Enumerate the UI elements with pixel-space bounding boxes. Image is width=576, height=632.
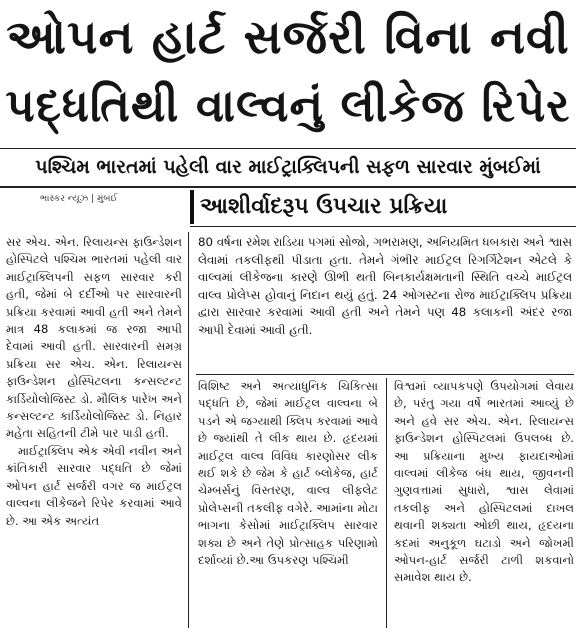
column-1-paragraph-2: માઈટ્રાક્લિપ એક એવી નવીન અને ક્રાંતિકારી સારવાર પદ્ધતિ છે જેમાં ઓપન હાર્ટ સર્જરી વગર જ માઈટ્રલ વાલ્વના લીકેજને રિપેર કરવામાં આવે છે. આ એક અત્યંત (6, 443, 182, 528)
byline: ભાસ્કર ન્યૂઝ | મુંબઈ (40, 194, 118, 204)
article-column-2: વિશિષ્ટ અને અત્યાધુનિક ચિકિત્સા પદ્ધતિ છે, જેમાં માઈટ્રલ વાલ્વના બે પડને એ જગ્યાથી ક્લિપ કરવામાં આવે છે જ્યાંથી તે લીક થાય છે. હૃદયમાં માઈટ્રલ વાલ્વ વિવિધ કારણોસર લીક થઈ શકે છે જેમ કે હાર્ટ બ્લોકેજ, હાર્ટ ચેમ્બર્સનું વિસ્તરણ, વાલ્વ લીફલેટ પ્રોલેપ્સની તકલીફ વગેરે. આમાંના મોટા ભાગના કેસોમાં માઈટ્રાક્લિપ સારવાર શક્ય છે અને તેણે પ્રોત્સાહક પરિણામો દર્શાવ્યાં છે.આ ઉપકરણ પશ્ચિમી (198, 379, 378, 568)
article-column-3: વિશ્વમાં વ્યાપકપણે ઉપયોગમાં લેવાય છે, પરંતુ ગયા વર્ષે ભારતમાં આવ્યું છે અને હવે સર એચ. એન. રિલાયન્સ ફાઉન્ડેશન હોસ્પિટલમાં ઉપલબ્ધ છે. આ પ્રક્રિયાના મુખ્ય ફાયદાઓમાં વાલ્વમાં લીકેજ બંધ થાય, જીવનની ગુણવત્તામાં સુધારો, શ્વાસ લેવામાં તકલીફ અને હોસ્પિટલમાં દાખલ થવાની શક્યતા ઓછી થાય, હૃદયના કદમાં અનુકૂળ ઘટાડો અને જોખમી ઓપન-હાર્ટ સર્જરી ટાળી શકવાનો સમાવેશ થાય છે. (394, 379, 574, 585)
headline-line-1: ઓપન હાર્ટ સર્જરી વિના નવી (6, 10, 570, 65)
column-divider-1 (188, 232, 189, 628)
section-heading: આશીર્વાદરૂપ ઉપચાર પ્રક્રિયા (200, 194, 448, 219)
intro-paragraph: 80 વર્ષના રમેશ રાડિયા પગમાં સોજો, ગભરામણ, અનિયમિત ધબકારા અને શ્વાસ લેવામાં તકલીફથી પીડાતા હતા. તેમને ગંભીર માઈટ્રલ રિગર્ગિટેશન એટલે કે વાલ્વમાં લીકેજના કારણે ઊભી થતી બિનકાર્યક્ષમતાની સ્થિતિ વચ્ચે માઈટ્રલ વાલ્વ પ્રોલેપ્સ હોવાનું નિદાન થયું હતું. 24 ઓગસ્ટના રોજ માઈટ્રાક્લિપ પ્રક્રિયા દ્વારા સારવાર કરવામાં આવી હતી અને તેમને પણ 48 કલાકની અંદર રજા આપી દેવામાં આવી હતી. (198, 235, 572, 337)
divider-sub (0, 186, 576, 188)
divider-intro (196, 374, 574, 375)
headline-line-2: પદ્ધતિથી વાલ્વનું લીકેજ રિપેર (5, 79, 571, 132)
divider-section (190, 226, 576, 227)
divider-top (0, 148, 576, 149)
subheadline: પશ્ચિમ ભારતમાં પહેલી વાર માઈટ્રાક્લિપની સફળ સારવાર મુંબઈમાં (35, 156, 541, 178)
article-column-1 (6, 234, 182, 530)
column-1-paragraph-1: સર એચ. એન. રિલાયન્સ ફાઉન્ડેશન હોસ્પિટલે પશ્ચિમ ભારતમાં પહેલી વાર માઈટ્રાક્લિપની સફળ સારવાર કરી હતી, જેમાં બે દર્દીઓ પર સારવારની પ્રક્રિયા કરવામાં આવી હતી અને તેમને માત્ર 48 કલાકમાં જ રજા આપી દેવામાં આવી હતી. સારવારની સમગ્ર પ્રક્રિયા સર એચ. એન. રિલાયન્સ ફાઉન્ડેશન હોસ્પિટલના કન્સલ્ટન્ટ કાર્ડિયોલોજિસ્ટ ડો. મૌલિક પારેખ અને કન્સલ્ટન્ટ કાર્ડિયોલોજિસ્ટ ડો. નિહાર મહેતા સહિતની ટીમે પાર પાડી હતી. (6, 235, 182, 441)
column-divider-2 (386, 378, 387, 628)
